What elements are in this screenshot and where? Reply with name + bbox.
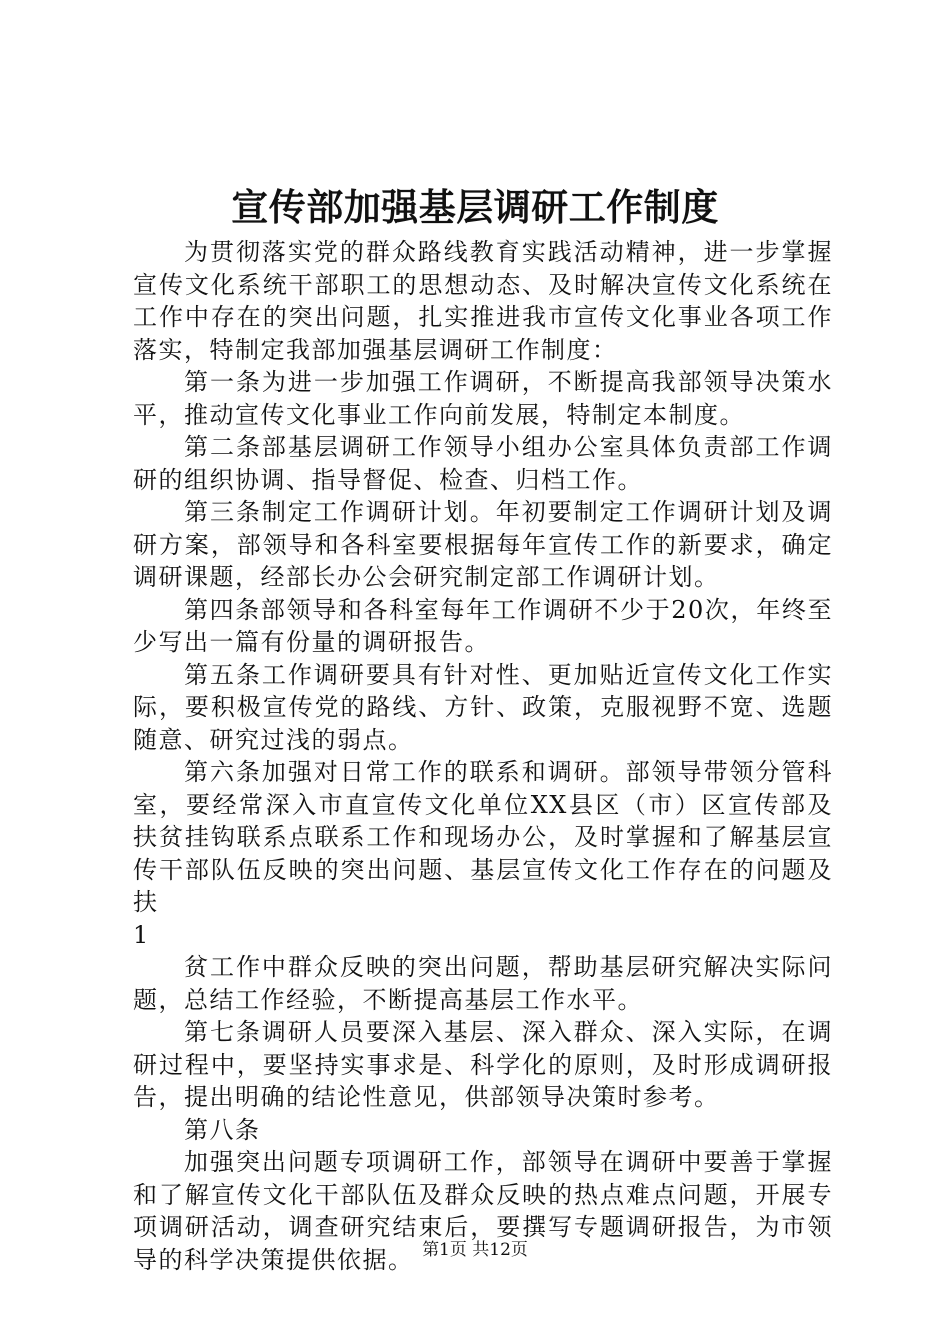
intro-paragraph: 为贯彻落实党的群众路线教育实践活动精神，进一步掌握宣传文化系统干部职工的思想动态、及时解决宣传文化系统在工作中存在的突出问题，扎实推进我市宣传文化事业各项工作落实，特制定我部加强基层调研工作制度： — [133, 238, 833, 364]
document-body — [133, 236, 833, 1276]
document-title: 宣传部加强基层调研工作制度 — [231, 186, 719, 229]
article-6-continued-paragraph: 贫工作中群众反映的突出问题，帮助基层研究解决实际问题，总结工作经验，不断提高基层工作水平。 — [133, 953, 833, 1014]
article-2-paragraph: 第二条部基层调研工作领导小组办公室具体负责部工作调研的组织协调、指导督促、检查、归档工作。 — [133, 433, 833, 494]
article-1-paragraph: 第一条为进一步加强工作调研，不断提高我部领导决策水平，推动宣传文化事业工作向前发展，特制定本制度。 — [133, 368, 833, 429]
page-break-number: 1 — [133, 920, 150, 949]
article-5-paragraph: 第五条工作调研要具有针对性、更加贴近宣传文化工作实际，要积极宣传党的路线、方针、政策，克服视野不宽、选题随意、研究过浅的弱点。 — [133, 660, 833, 754]
article-3-paragraph: 第三条制定工作调研计划。年初要制定工作调研计划及调研方案，部领导和各科室要根据每年宣传工作的新要求，确定调研课题，经部长办公会研究制定部工作调研计划。 — [133, 498, 833, 591]
article-8-paragraph: 加强突出问题专项调研工作，部领导在调研中要善于掌握和了解宣传文化干部队伍及群众反映的热点难点问题，开展专项调研活动，调查研究结束后，要撰写专题调研报告，为市领导的科学决策提供依据。 — [133, 1148, 833, 1274]
page-footer: 第1页 共12页 — [422, 1240, 528, 1260]
article-8-heading: 第八条 — [184, 1115, 261, 1144]
article-7-paragraph: 第七条调研人员要深入基层、深入群众、深入实际，在调研过程中，要坚持实事求是、科学化的原则，及时形成调研报告，提出明确的结论性意见，供部领导决策时参考。 — [133, 1018, 833, 1111]
article-6-paragraph: 第六条加强对日常工作的联系和调研。部领导带领分管科室，要经常深入市直宣传文化单位XX县区（市）区宣传部及扶贫挂钩联系点联系工作和现场办公，及时掌握和了解基层宣传干部队伍反映的突出问题、基层宣传文化工作存在的问题及扶 — [133, 758, 833, 916]
article-4-paragraph: 第四条部领导和各科室每年工作调研不少于20次，年终至少写出一篇有份量的调研报告。 — [133, 595, 833, 656]
